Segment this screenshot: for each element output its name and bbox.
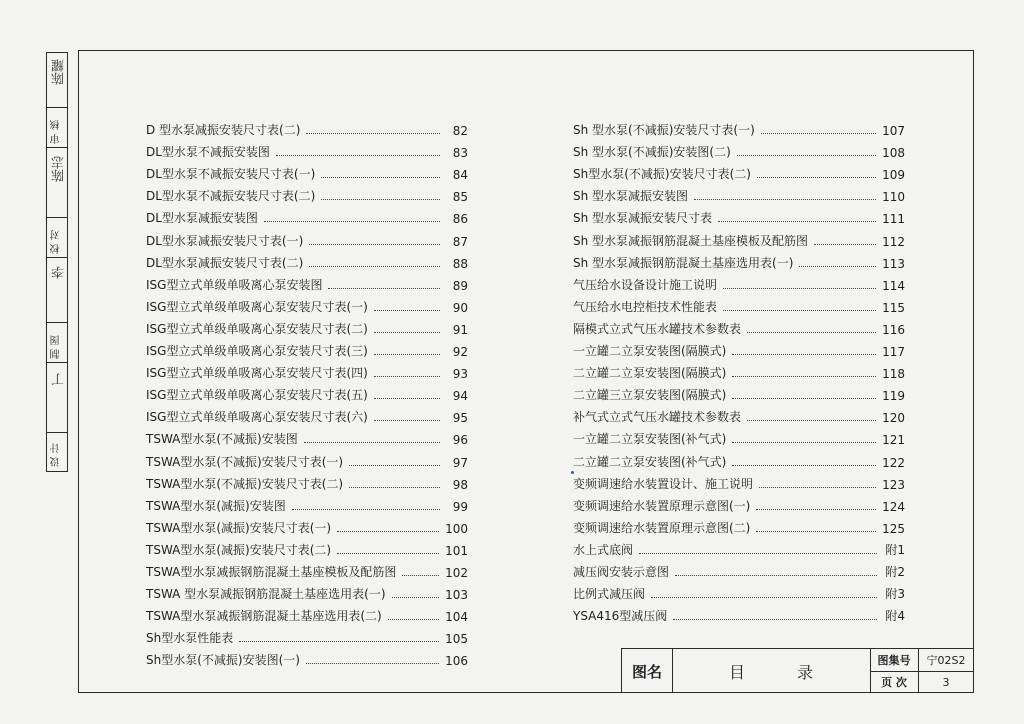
toc-entry-title: 变频调速给水装置设计、施工说明 xyxy=(573,476,754,491)
toc-entry-page: 102 xyxy=(445,565,468,580)
title-block xyxy=(621,648,973,693)
toc-leader-dots xyxy=(737,155,876,156)
toc-leader-dots xyxy=(337,531,439,532)
toc-entry-title: TSWA型水泵(减振)安装图 xyxy=(146,498,286,513)
toc-entry-title: 一立罐二立泵安装图(隔膜式) xyxy=(573,344,727,359)
toc-leader-dots xyxy=(292,509,440,510)
toc-entry-page: 111 xyxy=(882,212,905,227)
toc-entry-page: 107 xyxy=(882,124,905,139)
toc-entry-title: ISG型立式单级单吸离心泵安装尺寸表(五) xyxy=(146,388,368,403)
toc-entry xyxy=(146,226,468,248)
toc-leader-dots xyxy=(374,376,440,377)
toc-leader-dots xyxy=(321,177,440,178)
toc-leader-dots xyxy=(651,597,877,598)
toc-leader-dots xyxy=(349,487,440,488)
toc-entry-page: 112 xyxy=(882,234,905,249)
toc-entry xyxy=(573,536,905,558)
signature-2: 陈志 xyxy=(52,156,67,182)
toc-entry xyxy=(573,226,905,248)
toc-leader-dots xyxy=(747,420,876,421)
toc-leader-dots xyxy=(374,310,440,311)
strip-cell-drafting xyxy=(47,323,67,363)
toc-entry-title: 气压给水电控柜技术性能表 xyxy=(573,299,718,314)
toc-entry-page: 118 xyxy=(882,367,905,382)
toc-entry-page: 82 xyxy=(452,124,468,139)
toc-entry-page: 122 xyxy=(882,455,905,470)
toc-entry-page: 101 xyxy=(445,543,468,558)
toc-entry-title: Sh 型水泵减振钢筋混凝土基座模板及配筋图 xyxy=(573,233,809,248)
toc-entry-page: 119 xyxy=(882,389,905,404)
toc-entry-page: 90 xyxy=(452,300,468,315)
toc-entry-page: 121 xyxy=(882,433,905,448)
toc-entry xyxy=(146,624,468,646)
toc-entry xyxy=(573,403,905,425)
toc-entry-title: Sh 型水泵减振安装尺寸表 xyxy=(573,211,713,226)
toc-entry-title: ISG型立式单级单吸离心泵安装图 xyxy=(146,277,323,292)
toc-leader-dots xyxy=(732,398,876,399)
toc-leader-dots xyxy=(761,133,876,134)
toc-entry xyxy=(146,536,468,558)
toc-entry-page: 125 xyxy=(882,521,905,536)
toc-entry xyxy=(573,293,905,315)
toc-entry-page: 106 xyxy=(445,654,468,669)
toc-leader-dots xyxy=(402,575,439,576)
toc-entry-title: 变频调速给水装置原理示意图(一) xyxy=(573,498,751,513)
toc-entry-page: 89 xyxy=(452,278,468,293)
toc-entry xyxy=(573,249,905,271)
toc-entry-title: ISG型立式单级单吸离心泵安装尺寸表(二) xyxy=(146,321,368,336)
tb-name-label: 图名 xyxy=(631,662,662,681)
toc-entry xyxy=(573,359,905,381)
toc-leader-dots xyxy=(694,199,876,200)
toc-entry xyxy=(146,602,468,624)
toc-entry-page: 113 xyxy=(882,256,905,271)
toc-entry-page: 85 xyxy=(452,190,468,205)
toc-entry-title: Sh 型水泵减振钢筋混凝土基座选用表(一) xyxy=(573,255,794,270)
toc-entry-page: 98 xyxy=(452,477,468,492)
toc-entry-title: TSWA 型水泵减振钢筋混凝土基座选用表(一) xyxy=(146,587,386,602)
toc-entry-page: 附4 xyxy=(885,609,905,624)
label-design: 设计 xyxy=(51,439,62,467)
toc-entry-title: TSWA型水泵(减振)安装尺寸表(二) xyxy=(146,542,332,557)
toc-entry-title: Sh型水泵(不减振)安装图(一) xyxy=(146,653,300,668)
toc-entry-page: 91 xyxy=(452,322,468,337)
toc-entry-page: 116 xyxy=(882,322,905,337)
toc-entry xyxy=(573,470,905,492)
toc-leader-dots xyxy=(321,199,440,200)
toc-entry-title: ISG型立式单级单吸离心泵安装尺寸表(六) xyxy=(146,410,368,425)
toc-entry-title: ISG型立式单级单吸离心泵安装尺寸表(四) xyxy=(146,366,368,381)
toc-entry xyxy=(573,558,905,580)
toc-entry-title: DL型水泵减振安装图 xyxy=(146,211,258,226)
toc-entry-title: Sh 型水泵减振安装图 xyxy=(573,189,689,204)
toc-entry-title: 气压给水设备设计施工说明 xyxy=(573,277,718,292)
toc-entry-title: TSWA型水泵(减振)安装尺寸表(一) xyxy=(146,520,332,535)
toc-entry-title: YSA416型减压阀 xyxy=(573,609,668,624)
toc-entry xyxy=(573,447,905,469)
toc-entry xyxy=(146,271,468,293)
toc-leader-dots xyxy=(723,288,876,289)
toc-entry-page: 附3 xyxy=(885,587,905,602)
toc-entry-title: 二立罐二立泵安装图(补气式) xyxy=(573,454,727,469)
toc-entry-title: TSWA型水泵(不减振)安装图 xyxy=(146,432,298,447)
toc-entry xyxy=(573,492,905,514)
strip-cell-signature-2 xyxy=(47,148,67,218)
toc-leader-dots xyxy=(374,332,440,333)
ink-dot xyxy=(571,471,574,474)
toc-entry-page: 83 xyxy=(452,146,468,161)
toc-entry-title: 一立罐二立泵安装图(补气式) xyxy=(573,432,727,447)
toc-entry xyxy=(573,138,905,160)
toc-entry-title: Sh 型水泵(不减振)安装图(二) xyxy=(573,145,731,160)
toc-entry xyxy=(146,293,468,315)
toc-entry-title: DL型水泵减振安装尺寸表(二) xyxy=(146,255,304,270)
toc-entry xyxy=(573,337,905,359)
toc-entry-title: 减压阀安装示意图 xyxy=(573,564,670,579)
toc-entry-page: 120 xyxy=(882,411,905,426)
toc-entry-page: 88 xyxy=(452,256,468,271)
tb-page-label: 页 次 xyxy=(881,676,907,689)
strip-cell-review xyxy=(47,108,67,148)
toc-entry-title: TSWA型水泵(不减振)安装尺寸表(二) xyxy=(146,476,344,491)
toc-leader-dots xyxy=(388,619,439,620)
toc-entry-title: Sh 型水泵(不减振)安装尺寸表(一) xyxy=(573,123,755,138)
label-drafting: 制图 xyxy=(51,331,62,359)
toc-leader-dots xyxy=(374,420,440,421)
toc-entry-page: 93 xyxy=(452,367,468,382)
toc-entry-page: 115 xyxy=(882,300,905,315)
toc-entry-title: 变频调速给水装置原理示意图(二) xyxy=(573,520,751,535)
toc-entry xyxy=(573,514,905,536)
toc-entry-title: 水上式底阀 xyxy=(573,542,634,557)
toc-leader-dots xyxy=(337,553,439,554)
toc-entry xyxy=(146,492,468,514)
tb-page-value: 3 xyxy=(942,675,950,689)
toc-leader-dots xyxy=(723,310,876,311)
toc-leader-dots xyxy=(309,244,440,245)
toc-entry xyxy=(146,249,468,271)
toc-entry-title: TSWA型水泵减振钢筋混凝土基座选用表(二) xyxy=(146,609,382,624)
toc-entry-page: 94 xyxy=(452,389,468,404)
toc-leader-dots xyxy=(306,133,440,134)
strip-cell-signature-3 xyxy=(47,258,67,323)
toc-leader-dots xyxy=(799,266,876,267)
toc-entry-page: 114 xyxy=(882,278,905,293)
approval-strip xyxy=(46,52,68,472)
toc-leader-dots xyxy=(328,288,440,289)
toc-entry-page: 87 xyxy=(452,234,468,249)
toc-leader-dots xyxy=(239,641,439,642)
toc-leader-dots xyxy=(276,155,440,156)
toc-entry xyxy=(573,160,905,182)
signature-1: 陈耀 xyxy=(52,59,67,85)
toc-entry xyxy=(573,116,905,138)
toc-entry-page: 84 xyxy=(452,168,468,183)
toc-entry-page: 108 xyxy=(882,146,905,161)
toc-entry xyxy=(146,514,468,536)
toc-entry xyxy=(573,182,905,204)
toc-entry-title: DL型水泵不减振安装尺寸表(一) xyxy=(146,167,316,182)
toc-entry-page: 95 xyxy=(452,411,468,426)
toc-entry-page: 117 xyxy=(882,345,905,360)
toc-entry xyxy=(146,580,468,602)
toc-entry-page: 109 xyxy=(882,168,905,183)
toc-leader-dots xyxy=(732,442,876,443)
toc-entry-page: 97 xyxy=(452,455,468,470)
toc-entry-page: 105 xyxy=(445,632,468,647)
toc-leader-dots xyxy=(673,619,877,620)
toc-entry-page: 124 xyxy=(882,499,905,514)
toc-entry xyxy=(573,271,905,293)
toc-entry-title: Sh型水泵性能表 xyxy=(146,631,234,646)
tb-name-char-2: 录 xyxy=(797,662,814,682)
label-proofread: 校对 xyxy=(51,226,62,254)
toc-entry xyxy=(146,403,468,425)
toc-leader-dots xyxy=(747,332,876,333)
strip-cell-signature-4 xyxy=(47,363,67,433)
strip-cell-design xyxy=(47,433,67,471)
toc-entry xyxy=(573,602,905,624)
toc-entry xyxy=(146,558,468,580)
toc-right-column xyxy=(573,116,905,624)
toc-entry-title: TSWA型水泵(不减振)安装尺寸表(一) xyxy=(146,454,344,469)
toc-leader-dots xyxy=(309,266,440,267)
tb-atlas-value: 宁02S2 xyxy=(926,654,966,667)
toc-leader-dots xyxy=(732,354,876,355)
toc-leader-dots xyxy=(756,509,876,510)
toc-entry-title: ISG型立式单级单吸离心泵安装尺寸表(一) xyxy=(146,299,368,314)
tb-atlas-label: 图集号 xyxy=(877,654,911,667)
toc-entry-title: DL型水泵不减振安装尺寸表(二) xyxy=(146,189,316,204)
toc-entry xyxy=(146,359,468,381)
toc-entry-page: 110 xyxy=(882,190,905,205)
toc-entry xyxy=(146,204,468,226)
toc-entry-page: 附1 xyxy=(885,542,905,557)
toc-entry xyxy=(573,425,905,447)
toc-entry-title: 补气式立式气压水罐技术参数表 xyxy=(573,410,742,425)
toc-entry xyxy=(573,204,905,226)
toc-entry-page: 100 xyxy=(445,521,468,536)
toc-leader-dots xyxy=(814,244,876,245)
toc-leader-dots xyxy=(264,221,440,222)
toc-entry-page: 附2 xyxy=(885,564,905,579)
toc-leader-dots xyxy=(349,465,440,466)
label-review: 审核 xyxy=(51,116,62,144)
toc-entry-title: 隔模式立式气压水罐技术参数表 xyxy=(573,321,742,336)
toc-entry xyxy=(146,381,468,403)
toc-entry-title: D 型水泵减振安装尺寸表(二) xyxy=(146,123,301,138)
toc-leader-dots xyxy=(374,354,440,355)
toc-entry-title: DL型水泵不减振安装图 xyxy=(146,145,270,160)
toc-entry-title: 比例式减压阀 xyxy=(573,587,646,602)
toc-entry-page: 99 xyxy=(452,499,468,514)
toc-entry xyxy=(146,646,468,668)
toc-leader-dots xyxy=(374,398,440,399)
toc-leader-dots xyxy=(392,597,440,598)
strip-cell-signature-1 xyxy=(47,53,67,108)
toc-entry xyxy=(146,182,468,204)
toc-entry xyxy=(573,381,905,403)
toc-leader-dots xyxy=(732,465,876,466)
toc-leader-dots xyxy=(759,487,876,488)
toc-leader-dots xyxy=(732,376,876,377)
toc-leader-dots xyxy=(718,221,876,222)
toc-leader-dots xyxy=(675,575,877,576)
toc-entry xyxy=(146,470,468,492)
toc-leader-dots xyxy=(639,553,877,554)
toc-entry xyxy=(146,315,468,337)
toc-entry xyxy=(146,337,468,359)
toc-entry xyxy=(146,447,468,469)
toc-entry-page: 103 xyxy=(445,588,468,603)
tb-name-value xyxy=(672,649,870,693)
signature-3: 李 xyxy=(52,266,67,279)
toc-entry-page: 123 xyxy=(882,477,905,492)
toc-entry-title: DL型水泵减振安装尺寸表(一) xyxy=(146,233,304,248)
toc-entry-page: 96 xyxy=(452,433,468,448)
toc-entry-page: 92 xyxy=(452,345,468,360)
toc-entry-title: ISG型立式单级单吸离心泵安装尺寸表(三) xyxy=(146,344,368,359)
toc-entry xyxy=(573,315,905,337)
toc-left-column xyxy=(146,116,468,668)
strip-cell-proofread xyxy=(47,218,67,258)
toc-entry-title: 二立罐三立泵安装图(隔膜式) xyxy=(573,388,727,403)
toc-entry-page: 104 xyxy=(445,610,468,625)
toc-entry xyxy=(146,425,468,447)
toc-leader-dots xyxy=(304,442,440,443)
toc-entry-title: Sh型水泵(不减振)安装尺寸表(二) xyxy=(573,167,751,182)
toc-entry xyxy=(146,138,468,160)
toc-leader-dots xyxy=(756,531,876,532)
toc-leader-dots xyxy=(306,663,439,664)
toc-entry xyxy=(146,116,468,138)
signature-4: 丁 xyxy=(52,373,67,386)
toc-entry xyxy=(573,580,905,602)
toc-entry xyxy=(146,160,468,182)
tb-name-char-1: 目 xyxy=(728,662,745,682)
toc-entry-title: TSWA型水泵减振钢筋混凝土基座模板及配筋图 xyxy=(146,564,397,579)
toc-entry-title: 二立罐二立泵安装图(隔膜式) xyxy=(573,366,727,381)
toc-leader-dots xyxy=(757,177,876,178)
toc-entry-page: 86 xyxy=(452,212,468,227)
